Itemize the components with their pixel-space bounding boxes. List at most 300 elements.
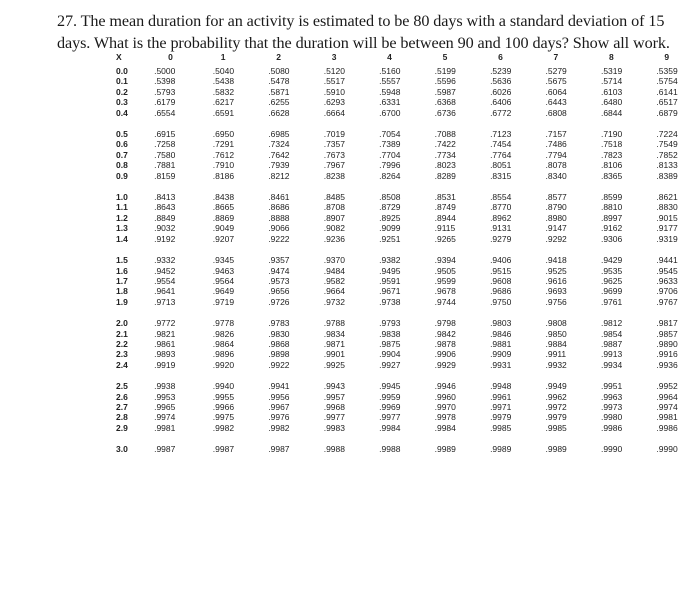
z-table-spacer-cell: [114, 433, 700, 444]
z-table-cell: .5000: [154, 66, 176, 76]
z-table-cell: .8888: [268, 212, 290, 223]
z-table-cell: .7852: [656, 149, 678, 160]
z-table-cell: .8186: [212, 170, 235, 181]
z-table-spacer-cell: [114, 244, 700, 255]
z-table-cell: .9641: [154, 286, 176, 297]
z-table-cell: .9564: [212, 275, 235, 286]
z-table-cell: .8554: [490, 192, 512, 203]
z-table-column-header: 3: [331, 52, 337, 62]
z-table-row-label: 2.0: [116, 318, 128, 329]
z-table-cell: .8749: [434, 202, 456, 213]
z-table-cell: .9474: [268, 265, 290, 276]
z-table-cell: .9941: [268, 381, 290, 392]
z-table-row-label: 0.7: [116, 149, 128, 160]
z-table-cell: .9382: [379, 255, 401, 266]
z-table-cell: .8997: [600, 212, 623, 223]
z-table-row: [114, 202, 700, 212]
z-table-cell: .8643: [154, 202, 176, 213]
z-table-cell: .5596: [434, 76, 456, 87]
z-table-cell: .9332: [154, 255, 176, 266]
z-table-cell: .9222: [268, 233, 290, 244]
z-table-row: [114, 360, 700, 370]
z-table-row-label: 0.3: [116, 97, 128, 108]
z-table-cell: .9984: [379, 422, 401, 433]
z-table-column-header: 6: [498, 52, 503, 62]
z-table-cell: .8962: [490, 212, 512, 223]
z-table-cell: .9686: [490, 286, 512, 297]
z-table-row-label: 3.0: [116, 444, 128, 455]
z-table-cell: .8289: [434, 170, 456, 181]
z-table-row: [114, 234, 700, 244]
z-table-cell: .8461: [268, 192, 290, 203]
z-table-row-label: 1.9: [116, 296, 128, 307]
z-table-row: [114, 402, 700, 412]
z-table-cell: .7454: [490, 139, 512, 150]
z-table-spacer-cell: [114, 118, 700, 129]
z-table-cell: .8340: [545, 170, 567, 181]
z-table-cell: .8944: [434, 212, 456, 223]
z-table-cell: .9977: [379, 412, 401, 423]
z-table-cell: .9972: [545, 401, 567, 412]
z-table-cell: .9987: [154, 444, 176, 455]
z-table-cell: .6628: [268, 107, 290, 118]
z-table-cell: .8106: [600, 160, 623, 171]
z-table-cell: .9896: [212, 349, 235, 360]
z-table-cell: .9936: [656, 359, 678, 370]
z-table-cell: .9251: [379, 233, 401, 244]
z-table-row-label: 0.9: [116, 170, 128, 181]
z-table-cell: .6772: [490, 107, 512, 118]
z-table-cell: .8531: [434, 192, 456, 203]
z-table-cell: .9957: [323, 391, 345, 402]
z-table-cell: .9591: [379, 275, 401, 286]
z-table-cell: .9726: [268, 296, 290, 307]
z-table-row-label: 1.6: [116, 265, 128, 276]
z-table-row-label: 1.0: [116, 192, 128, 203]
z-table-cell: .9732: [323, 296, 345, 307]
z-table-cell: .7357: [323, 139, 345, 150]
z-table-cell: .7881: [154, 160, 176, 171]
z-table-cell: .9505: [434, 265, 456, 276]
z-table-row-label: 1.8: [116, 286, 128, 297]
z-table-cell: .7910: [212, 160, 235, 171]
z-table-cell: .9967: [268, 401, 290, 412]
z-table-row: [114, 255, 700, 265]
z-table-row-label: 0.6: [116, 139, 128, 150]
z-table-cell: .8708: [323, 202, 345, 213]
z-table-cell: .9535: [600, 265, 623, 276]
z-table-cell: .9357: [268, 255, 290, 266]
z-table-cell: .7422: [434, 139, 456, 150]
z-table-cell: .9962: [545, 391, 567, 402]
z-table-cell: .9981: [154, 422, 176, 433]
z-table-row: [114, 266, 700, 276]
z-table-row: [114, 423, 700, 433]
z-table-row: [114, 66, 700, 76]
z-table-cell: .9706: [656, 286, 678, 297]
z-table-cell: .9981: [656, 412, 678, 423]
z-table-cell: .9868: [268, 338, 290, 349]
z-table-cell: .9946: [434, 381, 456, 392]
z-table-cell: .9975: [212, 412, 235, 423]
z-table-cell: .9554: [154, 275, 176, 286]
z-table-cell: .8686: [268, 202, 290, 213]
z-table-cell: .9306: [600, 233, 623, 244]
z-table-cell: .9821: [154, 328, 176, 339]
z-table-row: [114, 276, 700, 286]
z-table-cell: .9978: [434, 412, 456, 423]
z-table-row-label: 1.5: [116, 255, 128, 266]
z-table-cell: .9798: [434, 318, 456, 329]
z-table-cell: .9778: [212, 318, 235, 329]
z-table-group-spacer: [114, 370, 700, 381]
z-table-cell: .9441: [656, 255, 678, 266]
z-table-cell: .5832: [212, 86, 235, 97]
z-table-cell: .9744: [434, 296, 456, 307]
z-table-cell: .9986: [600, 422, 623, 433]
z-table-cell: .8389: [656, 170, 678, 181]
z-table-cell: .7580: [154, 149, 176, 160]
z-table-cell: .9625: [600, 275, 623, 286]
z-table-cell: .9664: [323, 286, 345, 297]
z-table-cell: .6443: [545, 97, 567, 108]
z-table-cell: .9772: [154, 318, 176, 329]
z-table-cell: .9808: [545, 318, 567, 329]
z-table-cell: .9099: [379, 223, 401, 234]
z-table-row-label: 2.8: [116, 412, 128, 423]
z-table-cell: .8810: [600, 202, 623, 213]
z-table-cell: .5199: [434, 66, 456, 76]
z-table-row: [114, 108, 700, 118]
z-table-group-spacer: [114, 244, 700, 255]
z-table-cell: .6026: [490, 86, 512, 97]
z-table-cell: .9788: [323, 318, 345, 329]
z-table-corner-header: X: [116, 52, 122, 62]
z-table-cell: .5438: [212, 76, 235, 87]
z-table-cell: .9633: [656, 275, 678, 286]
z-table-cell: .7224: [656, 129, 678, 140]
z-table-cell: .6255: [268, 97, 290, 108]
z-table-cell: .8790: [545, 202, 567, 213]
z-table-column-header: 0: [168, 52, 173, 62]
z-table-group-spacer: [114, 307, 700, 318]
z-table-cell: .9207: [212, 233, 235, 244]
z-table-cell: .9599: [434, 275, 456, 286]
z-table-cell: .9968: [323, 401, 345, 412]
z-table-cell: .9292: [545, 233, 567, 244]
z-table-row: [114, 329, 700, 339]
z-table-cell: .7823: [600, 149, 623, 160]
z-table-cell: .5478: [268, 76, 290, 87]
z-table-cell: .9319: [656, 233, 678, 244]
z-table-row: [114, 286, 700, 296]
z-table-cell: .9864: [212, 338, 235, 349]
z-table-cell: .9989: [434, 444, 456, 455]
z-table-cell: .9952: [656, 381, 678, 392]
z-table-cell: .9984: [434, 422, 456, 433]
z-table-cell: .5675: [545, 76, 567, 87]
z-table-group-spacer: [114, 118, 700, 129]
z-table-row: [114, 339, 700, 349]
z-table-cell: .9979: [490, 412, 512, 423]
z-table-cell: .5557: [379, 76, 401, 87]
z-table-row: [114, 76, 700, 86]
z-table-cell: .9909: [490, 349, 512, 360]
z-table-cell: .9484: [323, 265, 345, 276]
z-table-cell: .9834: [323, 328, 345, 339]
z-table-row: [114, 223, 700, 233]
z-table-cell: .6103: [600, 86, 623, 97]
z-table-cell: .8413: [154, 192, 176, 203]
z-table: [114, 52, 700, 455]
z-table-cell: .9982: [268, 422, 290, 433]
z-table-cell: .9948: [490, 381, 512, 392]
z-table-cell: .7549: [656, 139, 678, 150]
z-table-cell: .7324: [268, 139, 290, 150]
z-table-row: [114, 444, 700, 454]
z-table-cell: .9932: [545, 359, 567, 370]
z-table-row-label: 2.6: [116, 391, 128, 402]
z-table-cell: .5359: [656, 66, 678, 76]
z-table-cell: .9678: [434, 286, 456, 297]
z-table-cell: .9671: [379, 286, 401, 297]
z-table-cell: .7764: [490, 149, 512, 160]
z-table-row: [114, 392, 700, 402]
z-table-cell: .9131: [490, 223, 512, 234]
z-table-row: [114, 213, 700, 223]
z-table-row-label: 2.1: [116, 328, 128, 339]
z-table-cell: .9904: [379, 349, 401, 360]
z-table-cell: .9846: [490, 328, 512, 339]
z-table-row: [114, 97, 700, 107]
z-table-row: [114, 171, 700, 181]
z-table-cell: .9990: [656, 444, 678, 455]
z-table-cell: .8365: [600, 170, 623, 181]
z-table-cell: .9971: [490, 401, 512, 412]
z-table-cell: .9943: [323, 381, 345, 392]
z-table-cell: .9964: [656, 391, 678, 402]
z-table-row-label: 2.3: [116, 349, 128, 360]
z-table-cell: .9927: [379, 359, 401, 370]
z-table-cell: .7088: [434, 129, 456, 140]
z-table-column-header: 2: [276, 52, 281, 62]
z-table-cell: .5120: [323, 66, 345, 76]
z-table-cell: .9913: [600, 349, 623, 360]
z-table-cell: .6700: [379, 107, 401, 118]
z-table-cell: .5517: [323, 76, 345, 87]
z-table-cell: .9649: [212, 286, 235, 297]
z-table-row: [114, 297, 700, 307]
z-table-cell: .8023: [434, 160, 456, 171]
z-table-cell: .8770: [490, 202, 512, 213]
z-table-cell: .9783: [268, 318, 290, 329]
z-table-cell: .9394: [434, 255, 456, 266]
z-table-cell: .9803: [490, 318, 512, 329]
z-table-cell: .9370: [323, 255, 345, 266]
z-table-cell: .9582: [323, 275, 345, 286]
z-table-cell: .9857: [656, 328, 678, 339]
z-table-cell: .9162: [600, 223, 623, 234]
z-table-cell: .9949: [545, 381, 567, 392]
z-table-cell: .5636: [490, 76, 512, 87]
z-table-row-label: 2.9: [116, 422, 128, 433]
z-table-cell: .9985: [545, 422, 567, 433]
z-table-cell: .5754: [656, 76, 678, 87]
z-table-column-header: 4: [387, 52, 392, 62]
z-table-cell: .6808: [545, 107, 567, 118]
z-table-cell: .9406: [490, 255, 512, 266]
z-table-column-header: 5: [442, 52, 448, 62]
z-table-row-label: 0.8: [116, 160, 128, 171]
z-table-body: [114, 66, 700, 455]
question-text: 27. The mean duration for an activity is estimated to be 80 days with a standard deviation of 15 days. What is the probability that the duration will be between 90 and 100 days? Show all work.: [57, 12, 670, 52]
z-table-cell: .9974: [656, 401, 678, 412]
z-table-cell: .9878: [434, 338, 456, 349]
z-table-cell: .6480: [600, 97, 623, 108]
z-table-cell: .8577: [545, 192, 567, 203]
z-table-cell: .9922: [268, 359, 290, 370]
z-table-cell: .5319: [600, 66, 623, 76]
z-table-cell: .6141: [656, 86, 678, 97]
z-table-cell: .8925: [379, 212, 401, 223]
z-table-cell: .9979: [545, 412, 567, 423]
z-table-cell: .9974: [154, 412, 176, 423]
z-table-cell: .5160: [379, 66, 401, 76]
z-table-cell: .9929: [434, 359, 456, 370]
z-table-cell: .9850: [545, 328, 567, 339]
z-table-cell: .9049: [212, 223, 235, 234]
z-table-cell: .9015: [656, 212, 678, 223]
z-table-cell: .9884: [545, 338, 567, 349]
z-table-cell: .6844: [600, 107, 623, 118]
z-table-cell: .9515: [490, 265, 512, 276]
z-table-cell: .9767: [656, 296, 678, 307]
z-table-cell: .9951: [600, 381, 623, 392]
z-table-row: [114, 349, 700, 359]
z-table-cell: .9945: [379, 381, 401, 392]
z-table-row-label: 0.4: [116, 107, 128, 118]
z-table-group-spacer: [114, 433, 700, 444]
z-table-cell: .9066: [268, 223, 290, 234]
z-table-cell: .9418: [545, 255, 567, 266]
z-table-cell: .6950: [212, 129, 235, 140]
z-table-column-header: 9: [664, 52, 670, 62]
z-table-cell: .9977: [323, 412, 345, 423]
z-table-cell: .9812: [600, 318, 623, 329]
z-table-cell: .9983: [323, 422, 345, 433]
z-table-cell: .7704: [379, 149, 401, 160]
z-table-row: [114, 381, 700, 391]
z-table-cell: .9890: [656, 338, 678, 349]
z-table-cell: .6293: [323, 97, 345, 108]
z-table-cell: .6985: [268, 129, 290, 140]
z-table-cell: .9713: [154, 296, 176, 307]
z-table-row: [114, 318, 700, 328]
z-table-cell: .9032: [154, 223, 176, 234]
z-table-row-label: 1.1: [116, 202, 128, 213]
z-table-cell: .8133: [656, 160, 678, 171]
z-table-cell: .8729: [379, 202, 401, 213]
z-table-cell: .9919: [154, 359, 176, 370]
z-table-group-spacer: [114, 181, 700, 192]
z-table-cell: .6517: [656, 97, 678, 108]
z-table-cell: .9931: [490, 359, 512, 370]
z-table-cell: .9970: [434, 401, 456, 412]
z-table-cell: .9916: [656, 349, 678, 360]
z-table-cell: .9982: [212, 422, 235, 433]
z-table-cell: .9988: [379, 444, 401, 455]
z-table-cell: .7123: [490, 129, 512, 140]
z-table-row: [114, 160, 700, 170]
z-table-column-header: 7: [553, 52, 559, 62]
z-table-column-header: 1: [220, 52, 226, 62]
z-table-row-label: 0.2: [116, 86, 128, 97]
z-table-cell: .9965: [154, 401, 176, 412]
z-table-cell: .6406: [490, 97, 512, 108]
z-table-cell: .9940: [212, 381, 235, 392]
z-table-cell: .8869: [212, 212, 235, 223]
z-table-row-label: 1.7: [116, 275, 128, 286]
z-table-cell: .9452: [154, 265, 176, 276]
z-table-cell: .7794: [545, 149, 567, 160]
z-table-cell: .8264: [379, 170, 401, 181]
z-table-cell: .7612: [212, 149, 235, 160]
z-table-cell: .6217: [212, 97, 235, 108]
z-table-cell: .7258: [154, 139, 176, 150]
z-table-cell: .9976: [268, 412, 290, 423]
z-table-cell: .5398: [154, 76, 176, 87]
z-table-cell: .9838: [379, 328, 401, 339]
z-table-row: [114, 412, 700, 422]
z-table-cell: .9830: [268, 328, 290, 339]
z-table-cell: .9842: [434, 328, 456, 339]
z-table-row-label: 0.1: [116, 76, 128, 87]
z-table-cell: .9279: [490, 233, 512, 244]
z-table-cell: .9901: [323, 349, 345, 360]
z-table-cell: .7019: [323, 129, 345, 140]
z-table-cell: .9738: [379, 296, 401, 307]
z-table-cell: .8238: [323, 170, 345, 181]
z-table-cell: .7518: [600, 139, 623, 150]
z-table-cell: .9875: [379, 338, 401, 349]
z-table-cell: .6331: [379, 97, 401, 108]
z-table-cell: .9980: [600, 412, 623, 423]
z-table-spacer-cell: [114, 307, 700, 318]
z-table-cell: .9545: [656, 265, 678, 276]
z-table-cell: .7734: [434, 149, 456, 160]
z-table-row: [114, 192, 700, 202]
z-table-cell: .7996: [379, 160, 401, 171]
z-table-cell: .7642: [268, 149, 290, 160]
z-table-cell: .9961: [490, 391, 512, 402]
z-table-row-label: 0.0: [116, 66, 128, 76]
z-table-cell: .9463: [212, 265, 235, 276]
z-table-cell: .9429: [600, 255, 623, 266]
z-table-cell: .7939: [268, 160, 290, 171]
z-table-cell: .7054: [379, 129, 401, 140]
z-table-row-label: 2.2: [116, 338, 128, 349]
z-table-cell: .6664: [323, 107, 345, 118]
z-table-cell: .8485: [323, 192, 345, 203]
z-table-cell: .7190: [600, 129, 623, 140]
z-table-cell: .9973: [600, 401, 623, 412]
z-table-cell: .8078: [545, 160, 567, 171]
z-table-cell: .9893: [154, 349, 176, 360]
z-table-cell: .9898: [268, 349, 290, 360]
z-table-cell: .9920: [212, 359, 235, 370]
z-table-spacer-cell: [114, 181, 700, 192]
z-table-cell: .8665: [212, 202, 235, 213]
